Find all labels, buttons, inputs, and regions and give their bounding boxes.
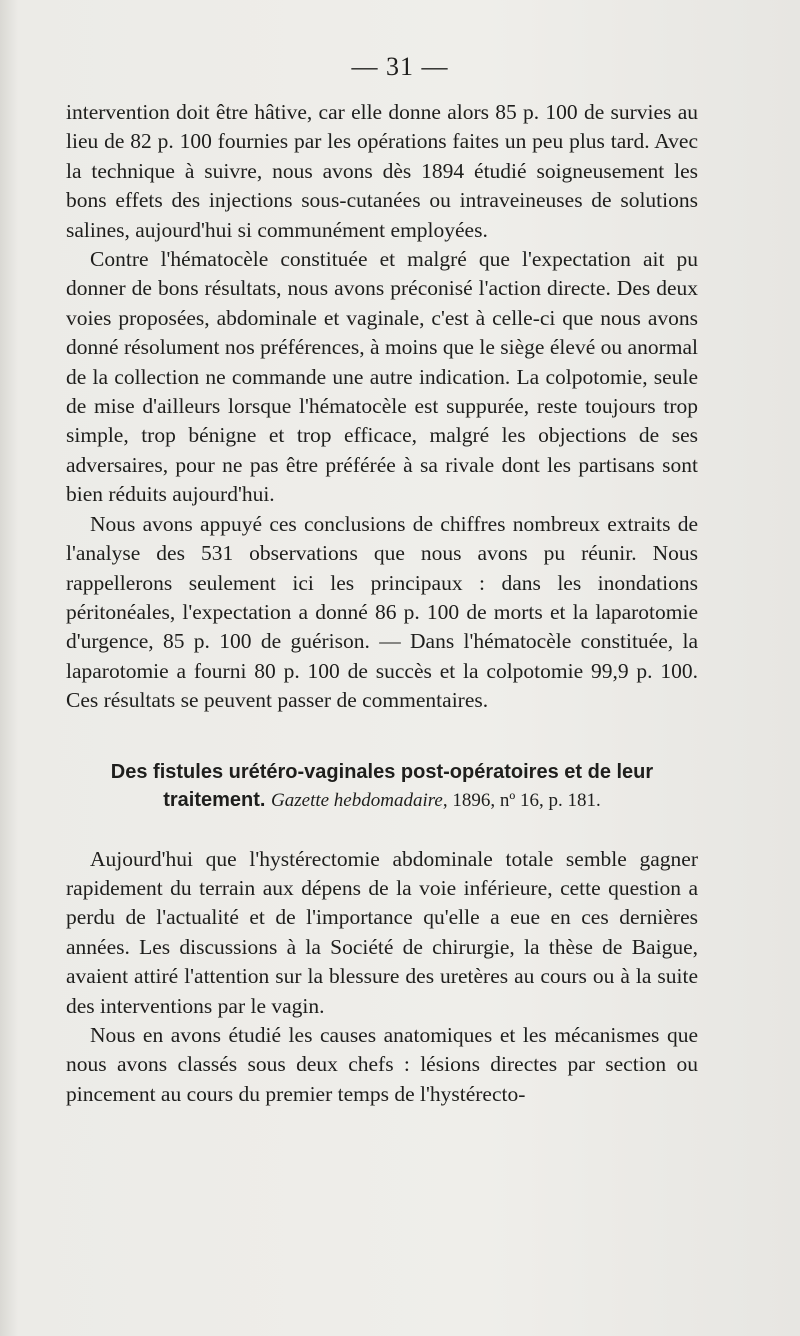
section-title: Des fistules urétéro-vaginales post-opératoires et de leur traitement. bbox=[110, 760, 654, 811]
section-body bbox=[66, 845, 698, 1110]
section-paragraph-1: Aujourd'hui que l'hystérectomie abdominale totale semble gagner rapidement du terrain aux dépens de la voie inférieure, cette question a perdu de l'actualité et de l'importance qu'elle a eue en ces dernières années. Les discussions à la Société de chirurgie, la thèse de Baigue, avaient attiré l'attention sur la blessure des uretères au cours ou à la suite des interventions par le vagin. bbox=[66, 846, 698, 1018]
page-content bbox=[66, 98, 698, 1109]
journal-name: Gazette hebdomadaire bbox=[271, 789, 443, 811]
citation-details: , 1896, nº 16, p. 181. bbox=[442, 789, 601, 811]
paragraph-2: Contre l'hématocèle constituée et malgré que l'expectation ait pu donner de bons résultats, nous avons préconisé l'action directe. Des deux voies proposées, abdominale et vaginale, c'est à celle-ci que nous avons donné résolument nos préférences, à moins que le siège élevé ou anormal de la collection ne commande une autre indication. La colpotomie, seule de mise d'ailleurs lorsque l'hématocèle est suppurée, reste toujours trop simple, trop bénigne et trop efficace, malgré les objections de ses adversaires, pour ne pas être préférée à sa rivale dont les partisans sont bien réduits aujourd'hui. bbox=[66, 247, 698, 507]
section-paragraph-2: Nous en avons étudié les causes anatomiques et les mécanismes que nous avons classés sous deux chefs : lésions directes par section ou pincement au cours du premier temps de l'hystérecto- bbox=[66, 1022, 698, 1106]
page-number: — 31 — bbox=[351, 52, 449, 81]
section-citation bbox=[271, 790, 601, 811]
paragraph-1: intervention doit être hâtive, car elle donne alors 85 p. 100 de survies au lieu de 82 p. 100 fournies par les opérations faites un peu plus tard. Avec la technique à suivre, nous avons dès 1894 étudié soigneusement les bons effets des injections sous-cutanées ou intraveineuses de solutions salines, aujourd'hui si communément employées. bbox=[66, 100, 698, 242]
section-heading bbox=[66, 758, 698, 815]
paragraph-3: Nous avons appuyé ces conclusions de chiffres nombreux extraits de l'analyse des 531 observations que nous avons pu réunir. Nous rappellerons seulement ici les principaux : dans les inondations péritonéales, l'expectation a donné 86 p. 100 de morts et la laparotomie d'urgence, 85 p. 100 de guérison. — Dans l'hématocèle constituée, la laparotomie a fourni 80 p. 100 de succès et la colpotomie 99,9 p. 100. Ces résultats se peuvent passer de commentaires. bbox=[66, 511, 698, 713]
